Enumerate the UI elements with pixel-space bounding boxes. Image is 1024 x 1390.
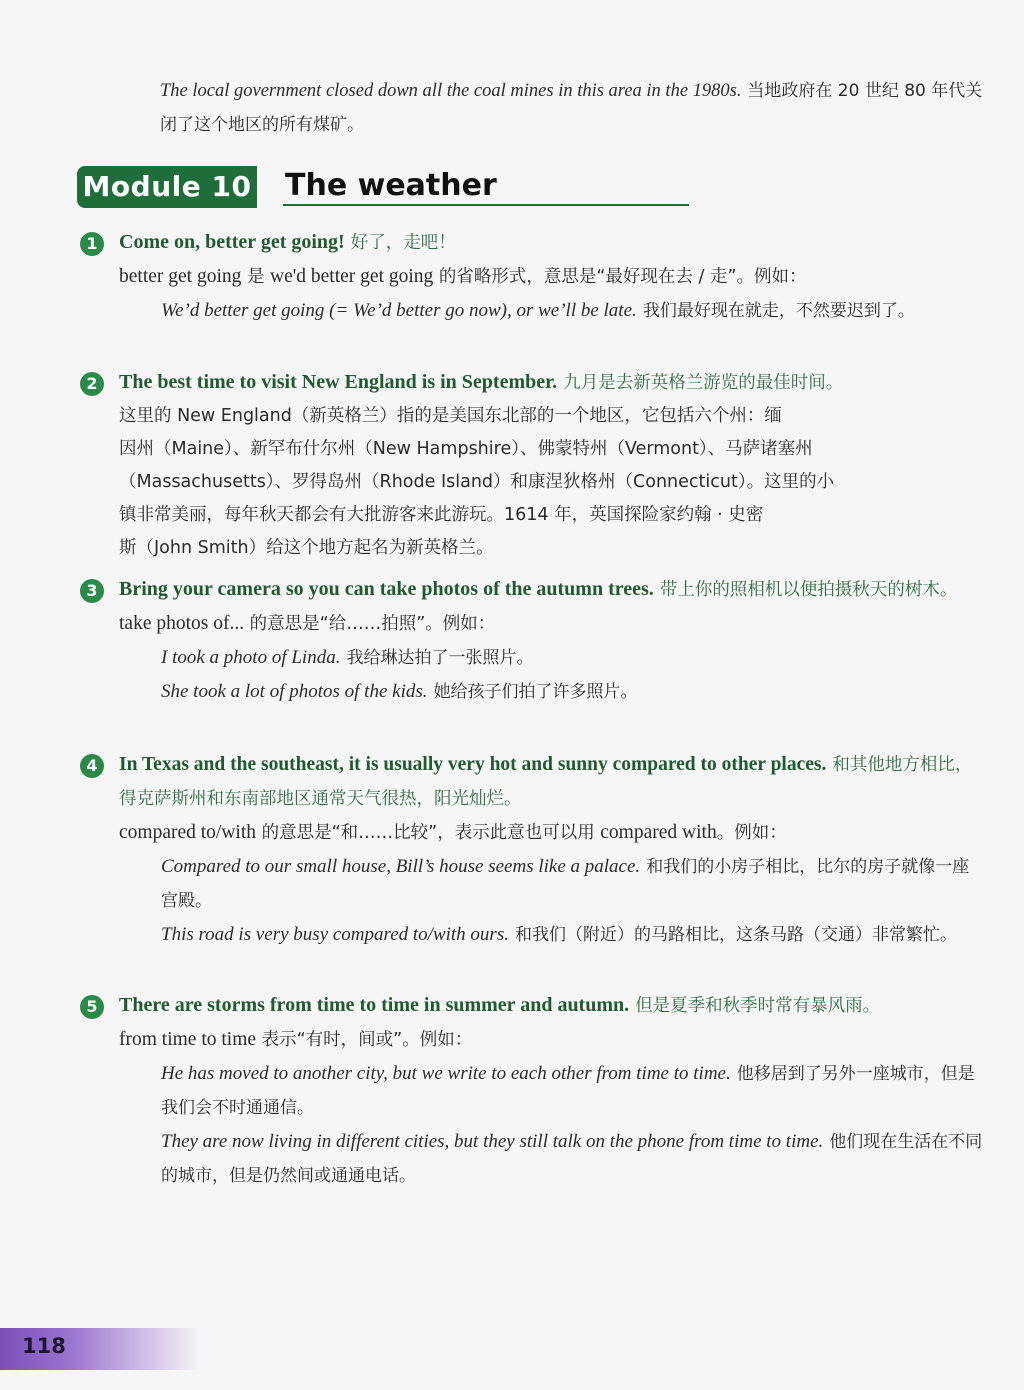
- note-text-line: 因州（Maine）、新罕布什尔州（New Hampshire）、佛蒙特州（Vermont）、马萨诸塞州: [119, 439, 813, 459]
- note-explanation: better get going 是 we'd better get going 的省略形式，意思是“最好现在去 / 走”。例如：: [119, 266, 807, 287]
- note-number-badge: 5: [80, 995, 104, 1019]
- page-number-tab: [0, 1328, 200, 1370]
- module-badge: Module 10: [77, 166, 257, 208]
- note-text-line: （Massachusetts）、罗得岛州（Rhode Island）和康涅狄格州（Connecticut）。这里的小: [119, 472, 835, 492]
- note-explanation: take photos of... 的意思是“给……拍照”。例如：: [119, 613, 496, 634]
- note-number-badge: 4: [80, 754, 104, 778]
- note-explanation: from time to time 表示“有时，间或”。例如：: [119, 1029, 473, 1050]
- note-text-line: 这里的 New England（新英格兰）指的是美国东北部的一个地区，它包括六个州：缅: [119, 406, 782, 426]
- note-heading-chinese: 但是夏季和秋季时常有暴风雨。: [635, 996, 881, 1016]
- note-heading-chinese: 和其他地方相比，得克萨斯州和东南部地区通常天气很热，阳光灿烂。: [119, 755, 973, 809]
- note-number-badge: 2: [80, 372, 104, 396]
- note-explanation: compared to/with 的意思是“和……比较”，表示此意也可以用 compared with。例如：: [119, 822, 787, 843]
- note-heading-chinese: 好了，走吧！: [350, 233, 456, 253]
- example-sentence: We’d better get going (= We’d better go now), or we’ll be late. 我们最好现在就走，不然要迟到了。: [161, 300, 915, 321]
- note-heading-chinese: 带上你的照相机以便拍摄秋天的树木。: [659, 580, 958, 600]
- page-number: 118: [22, 1334, 66, 1358]
- note-number-badge: 3: [80, 579, 104, 603]
- note-heading-english: In Texas and the southeast, it is usually very hot and sunny compared to other places.: [119, 754, 827, 775]
- intro-chinese: 当地政府在 20 世纪 80 年代关闭了这个地区的所有煤矿。: [160, 81, 983, 135]
- example-sentence: He has moved to another city, but we write to each other from time to time. 他移居到了另外一座城市，但是我们会不时通通信。: [161, 1063, 975, 1118]
- note-1: [80, 226, 986, 328]
- note-heading-english: The best time to visit New England is in September.: [119, 371, 558, 393]
- note-heading-english: Come on, better get going!: [119, 231, 345, 253]
- note-heading-english: There are storms from time to time in summer and autumn.: [119, 994, 630, 1016]
- note-heading-english: Bring your camera so you can take photos of the autumn trees.: [119, 578, 654, 600]
- note-2: [80, 366, 986, 565]
- example-sentence: She took a lot of photos of the kids. 她给孩子们拍了许多照片。: [161, 681, 638, 702]
- intro-english: The local government closed down all the coal mines in this area in the 1980s.: [160, 81, 742, 101]
- example-sentence: Compared to our small house, Bill’s house seems like a palace. 和我们的小房子相比，比尔的房子就像一座宫殿。: [161, 856, 970, 911]
- note-4: [80, 748, 986, 952]
- example-sentence: This road is very busy compared to/with ours. 和我们（附近）的马路相比，这条马路（交通）非常繁忙。: [161, 924, 958, 945]
- note-heading-chinese: 九月是去新英格兰游览的最佳时间。: [563, 373, 844, 393]
- example-sentence: They are now living in different cities, but they still talk on the phone from time to time. 他们现在生活在不同的城市，但是仍然间或通通电话。: [161, 1131, 983, 1186]
- intro-example: [160, 74, 986, 142]
- note-text-line: 斯（John Smith）给这个地方起名为新英格兰。: [119, 538, 494, 558]
- example-sentence: I took a photo of Linda. 我给琳达拍了一张照片。: [161, 647, 534, 668]
- module-title: The weather: [283, 166, 689, 206]
- note-text-line: 镇非常美丽，每年秋天都会有大批游客来此游玩。1614 年，英国探险家约翰 · 史密: [119, 505, 764, 525]
- note-number-badge: 1: [80, 232, 104, 256]
- note-3: [80, 573, 986, 709]
- note-5: [80, 989, 986, 1193]
